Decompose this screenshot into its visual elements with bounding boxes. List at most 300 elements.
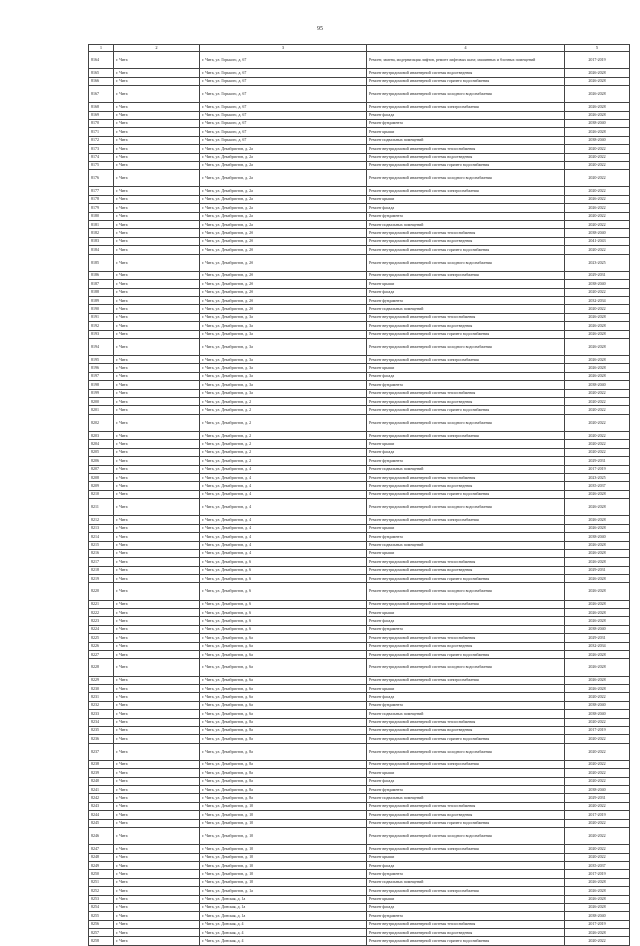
table-row xyxy=(89,356,630,364)
cell-city: г. Чита xyxy=(114,760,200,768)
cell-address: г. Чита, ул. Декабристов, д. 4 xyxy=(200,490,367,498)
cell-address: г. Чита, ул. Декабристов, д. 2 xyxy=(200,457,367,465)
cell-city: г. Чита xyxy=(114,381,200,389)
cell-city: г. Чита xyxy=(114,937,200,945)
cell-row-number: 8190 xyxy=(89,305,114,313)
cell-work-type: Ремонт внутридомовой инженерной системы холодного водоснабжения xyxy=(367,659,565,676)
cell-city: г. Чита xyxy=(114,524,200,532)
cell-city: г. Чита xyxy=(114,364,200,372)
cell-address: г. Чита, ул. Горького, д. 67 xyxy=(200,136,367,144)
cell-work-type: Ремонт внутридомовой инженерной системы электроснабжения xyxy=(367,432,565,440)
cell-period: 2038-2040 xyxy=(565,229,630,237)
cell-address: г. Чита, ул. Горького, д. 67 xyxy=(200,128,367,136)
cell-city: г. Чита xyxy=(114,187,200,195)
column-header-3: 3 xyxy=(200,45,367,52)
table-row xyxy=(89,364,630,372)
cell-city: г. Чита xyxy=(114,457,200,465)
cell-address: г. Чита, ул. Декабристов, д. 10 xyxy=(200,870,367,878)
cell-address: г. Чита, ул. Декабристов, д. 2а xyxy=(200,170,367,187)
cell-work-type: Ремонт фундамента xyxy=(367,381,565,389)
table-row xyxy=(89,204,630,212)
table-row xyxy=(89,625,630,633)
table-row xyxy=(89,558,630,566)
cell-work-type: Ремонт внутридомовой инженерной системы водоотведения xyxy=(367,398,565,406)
cell-address: г. Чита, ул. Декабристов, д. 2 xyxy=(200,398,367,406)
cell-row-number: 8176 xyxy=(89,170,114,187)
cell-address: г. Чита, ул. Декабристов, д. 4 xyxy=(200,465,367,473)
cell-city: г. Чита xyxy=(114,845,200,853)
cell-city: г. Чита xyxy=(114,229,200,237)
table-row xyxy=(89,128,630,136)
cell-work-type: Ремонт внутридомовой инженерной системы электроснабжения xyxy=(367,845,565,853)
cell-period: 2041-2043 xyxy=(565,237,630,245)
cell-address: г. Чита, ул. Декабристов, д. 2а xyxy=(200,204,367,212)
cell-address: г. Чита, ул. Декабристов, д. 10 xyxy=(200,811,367,819)
cell-address: г. Чита, ул. Декабристов, д. 3а xyxy=(200,372,367,380)
cell-work-type: Ремонт внутридомовой инженерной системы холодного водоснабжения xyxy=(367,254,565,271)
cell-address: г. Чита, ул. Декабристов, д. 6а xyxy=(200,710,367,718)
table-row xyxy=(89,659,630,676)
table-row xyxy=(89,819,630,827)
cell-address: г. Чита, ул. Декабристов, д. 8а xyxy=(200,794,367,802)
cell-address: г. Чита, ул. Декабристов, д. 6 xyxy=(200,566,367,574)
cell-work-type: Ремонт внутридомовой инженерной системы электроснабжения xyxy=(367,271,565,279)
cell-row-number: 8233 xyxy=(89,710,114,718)
cell-address: г. Чита, ул. Декабристов, д. 3а xyxy=(200,322,367,330)
cell-address: г. Чита, ул. Декабристов, д. 8а xyxy=(200,735,367,743)
cell-address: г. Чита, ул. Декабристов, д. 3а xyxy=(200,330,367,338)
cell-city: г. Чита xyxy=(114,161,200,169)
cell-city: г. Чита xyxy=(114,499,200,516)
cell-city: г. Чита xyxy=(114,103,200,111)
cell-city: г. Чита xyxy=(114,895,200,903)
cell-city: г. Чита xyxy=(114,77,200,85)
table-row xyxy=(89,887,630,895)
cell-city: г. Чита xyxy=(114,794,200,802)
table-row xyxy=(89,811,630,819)
cell-address: г. Чита, ул. Декабристов, д. 8а xyxy=(200,726,367,734)
cell-city: г. Чита xyxy=(114,288,200,296)
cell-period: 2026-2028 xyxy=(565,103,630,111)
cell-row-number: 8195 xyxy=(89,356,114,364)
cell-period: 2026-2028 xyxy=(565,499,630,516)
table-row xyxy=(89,313,630,321)
table-row xyxy=(89,895,630,903)
cell-city: г. Чита xyxy=(114,777,200,785)
cell-work-type: Ремонт фасада xyxy=(367,288,565,296)
table-row xyxy=(89,271,630,279)
cell-period: 2026-2028 xyxy=(565,600,630,608)
cell-work-type: Ремонт фундамента xyxy=(367,533,565,541)
cell-period: 2029-2031 xyxy=(565,457,630,465)
table-row xyxy=(89,322,630,330)
cell-row-number: 8193 xyxy=(89,330,114,338)
cell-row-number: 8204 xyxy=(89,440,114,448)
cell-work-type: Ремонт внутридомовой инженерной системы электроснабжения xyxy=(367,887,565,895)
cell-period: 2020-2022 xyxy=(565,187,630,195)
cell-city: г. Чита xyxy=(114,912,200,920)
cell-row-number: 8235 xyxy=(89,726,114,734)
cell-row-number: 8166 xyxy=(89,77,114,85)
cell-row-number: 8172 xyxy=(89,136,114,144)
cell-row-number: 8212 xyxy=(89,516,114,524)
cell-address: г. Чита, ул. Декабристов, д. 6 xyxy=(200,609,367,617)
cell-row-number: 8171 xyxy=(89,128,114,136)
cell-work-type: Ремонт крыши xyxy=(367,549,565,557)
table-row xyxy=(89,432,630,440)
cell-work-type: Ремонт фасада xyxy=(367,693,565,701)
cell-row-number: 8177 xyxy=(89,187,114,195)
cell-address: г. Чита, ул. Декабристов, д. 10 xyxy=(200,853,367,861)
cell-city: г. Чита xyxy=(114,659,200,676)
cell-city: г. Чита xyxy=(114,541,200,549)
cell-city: г. Чита xyxy=(114,204,200,212)
cell-city: г. Чита xyxy=(114,575,200,583)
cell-address: г. Чита, ул. Декабристов, д. 8а xyxy=(200,777,367,785)
cell-work-type: Ремонт внутридомовой инженерной системы холодного водоснабжения xyxy=(367,499,565,516)
cell-address: г. Чита, ул. Декабристов, д. 2а xyxy=(200,212,367,220)
table-row xyxy=(89,338,630,355)
cell-period: 2020-2022 xyxy=(565,760,630,768)
cell-work-type: Ремонт внутридомовой инженерной системы горячего водоснабжения xyxy=(367,735,565,743)
table-row xyxy=(89,617,630,625)
cell-row-number: 8232 xyxy=(89,701,114,709)
cell-row-number: 8252 xyxy=(89,887,114,895)
cell-city: г. Чита xyxy=(114,718,200,726)
cell-work-type: Ремонт подвальных помещений xyxy=(367,878,565,886)
table-row xyxy=(89,853,630,861)
cell-work-type: Ремонт внутридомовой инженерной системы холодного водоснабжения xyxy=(367,338,565,355)
cell-work-type: Ремонт фасада xyxy=(367,448,565,456)
cell-period: 2020-2022 xyxy=(565,161,630,169)
cell-city: г. Чита xyxy=(114,516,200,524)
cell-address: г. Чита, ул. Декабристов, д. 2а xyxy=(200,195,367,203)
cell-address: г. Чита, ул. Донская, д. 1а xyxy=(200,895,367,903)
cell-city: г. Чита xyxy=(114,52,200,69)
table-row xyxy=(89,187,630,195)
cell-work-type: Ремонт фасада xyxy=(367,204,565,212)
cell-period: 2020-2022 xyxy=(565,735,630,743)
table-row xyxy=(89,296,630,304)
cell-address: г. Чита, ул. Декабристов, д. 8а xyxy=(200,760,367,768)
cell-address: г. Чита, ул. Декабристов, д. 10 xyxy=(200,861,367,869)
cell-address: г. Чита, ул. Горького, д. 67 xyxy=(200,69,367,77)
cell-period: 2026-2028 xyxy=(565,313,630,321)
cell-period: 2020-2022 xyxy=(565,777,630,785)
cell-address: г. Чита, ул. Декабристов, д. 2 xyxy=(200,440,367,448)
cell-address: г. Чита, ул. Декабристов, д. 6а xyxy=(200,642,367,650)
cell-address: г. Чита, ул. Декабристов, д. 8а xyxy=(200,743,367,760)
table-row xyxy=(89,237,630,245)
cell-row-number: 8217 xyxy=(89,558,114,566)
cell-address: г. Чита, ул. Декабристов, д. 2 xyxy=(200,448,367,456)
cell-work-type: Ремонт внутридомовой инженерной системы горячего водоснабжения xyxy=(367,161,565,169)
table-row xyxy=(89,111,630,119)
cell-period: 2026-2028 xyxy=(565,887,630,895)
cell-period: 2020-2022 xyxy=(565,406,630,414)
table-row xyxy=(89,85,630,102)
cell-period: 2032-2034 xyxy=(565,642,630,650)
cell-address: г. Чита, ул. Декабристов, д. 2б xyxy=(200,246,367,254)
table-row xyxy=(89,760,630,768)
cell-address: г. Чита, ул. Декабристов, д. 10 xyxy=(200,878,367,886)
cell-period: 2023-2025 xyxy=(565,254,630,271)
cell-city: г. Чита xyxy=(114,271,200,279)
cell-row-number: 8220 xyxy=(89,583,114,600)
cell-address: г. Чита, ул. Донская, д. 1а xyxy=(200,912,367,920)
cell-city: г. Чита xyxy=(114,693,200,701)
cell-period: 2038-2040 xyxy=(565,710,630,718)
table-row xyxy=(89,566,630,574)
cell-address: г. Чита, ул. Декабристов, д. 6а xyxy=(200,676,367,684)
table-row xyxy=(89,136,630,144)
cell-row-number: 8210 xyxy=(89,490,114,498)
cell-row-number: 8221 xyxy=(89,600,114,608)
table-row xyxy=(89,398,630,406)
cell-period: 2029-2031 xyxy=(565,566,630,574)
cell-city: г. Чита xyxy=(114,246,200,254)
cell-city: г. Чита xyxy=(114,398,200,406)
cell-period: 2035-2037 xyxy=(565,861,630,869)
cell-city: г. Чита xyxy=(114,145,200,153)
cell-period: 2020-2022 xyxy=(565,305,630,313)
table-row xyxy=(89,861,630,869)
table-row xyxy=(89,457,630,465)
cell-address: г. Чита, ул. Декабристов, д. 6 xyxy=(200,617,367,625)
cell-city: г. Чита xyxy=(114,322,200,330)
table-row xyxy=(89,718,630,726)
column-header-1: 1 xyxy=(89,45,114,52)
table-row xyxy=(89,794,630,802)
cell-row-number: 8184 xyxy=(89,246,114,254)
cell-period: 2038-2040 xyxy=(565,912,630,920)
cell-period: 2026-2028 xyxy=(565,69,630,77)
table-row xyxy=(89,701,630,709)
table-header-row xyxy=(89,45,630,52)
cell-city: г. Чита xyxy=(114,558,200,566)
cell-work-type: Ремонт крыши xyxy=(367,769,565,777)
cell-work-type: Ремонт подвальных помещений xyxy=(367,465,565,473)
cell-period: 2026-2022 xyxy=(565,195,630,203)
table-row xyxy=(89,634,630,642)
cell-city: г. Чита xyxy=(114,743,200,760)
cell-work-type: Ремонт крыши xyxy=(367,853,565,861)
cell-city: г. Чита xyxy=(114,85,200,102)
cell-row-number: 8179 xyxy=(89,204,114,212)
cell-work-type: Ремонт внутридомовой инженерной системы водоотведения xyxy=(367,237,565,245)
table-row xyxy=(89,845,630,853)
cell-row-number: 8168 xyxy=(89,103,114,111)
table-row xyxy=(89,280,630,288)
table-row xyxy=(89,726,630,734)
cell-row-number: 8205 xyxy=(89,448,114,456)
table-row xyxy=(89,583,630,600)
cell-address: г. Чита, ул. Декабристов, д. 10 xyxy=(200,828,367,845)
cell-row-number: 8197 xyxy=(89,372,114,380)
table-row xyxy=(89,929,630,937)
cell-work-type: Ремонт внутридомовой инженерной системы холодного водоснабжения xyxy=(367,743,565,760)
table-row xyxy=(89,777,630,785)
cell-work-type: Ремонт внутридомовой инженерной системы электроснабжения xyxy=(367,600,565,608)
cell-row-number: 8192 xyxy=(89,322,114,330)
cell-city: г. Чита xyxy=(114,490,200,498)
cell-row-number: 8196 xyxy=(89,364,114,372)
cell-period: 2026-2028 xyxy=(565,583,630,600)
cell-row-number: 8213 xyxy=(89,524,114,532)
cell-work-type: Ремонт, замена, модернизация лифтов, ремонт лифтовых шахт, машинных и блочных помещений xyxy=(367,52,565,69)
cell-row-number: 8215 xyxy=(89,541,114,549)
cell-address: г. Чита, ул. Горького, д. 67 xyxy=(200,52,367,69)
cell-row-number: 8247 xyxy=(89,845,114,853)
cell-period: 2020-2022 xyxy=(565,170,630,187)
table-row xyxy=(89,516,630,524)
cell-period: 2020-2022 xyxy=(565,448,630,456)
cell-city: г. Чита xyxy=(114,887,200,895)
cell-address: г. Чита, ул. Декабристов, д. 3а xyxy=(200,364,367,372)
cell-row-number: 8169 xyxy=(89,111,114,119)
cell-period: 2020-2022 xyxy=(565,389,630,397)
cell-period: 2038-2040 xyxy=(565,625,630,633)
cell-work-type: Ремонт крыши xyxy=(367,684,565,692)
cell-address: г. Чита, ул. Декабристов, д. 2б xyxy=(200,305,367,313)
cell-row-number: 8240 xyxy=(89,777,114,785)
cell-work-type: Ремонт фундамента xyxy=(367,212,565,220)
cell-period: 2026-2028 xyxy=(565,650,630,658)
cell-row-number: 8186 xyxy=(89,271,114,279)
cell-row-number: 8178 xyxy=(89,195,114,203)
cell-period: 2020-2022 xyxy=(565,432,630,440)
cell-row-number: 8222 xyxy=(89,609,114,617)
cell-period: 2026-2028 xyxy=(565,330,630,338)
cell-row-number: 8243 xyxy=(89,802,114,810)
cell-work-type: Ремонт фундамента xyxy=(367,457,565,465)
cell-period: 2020-2022 xyxy=(565,212,630,220)
cell-work-type: Ремонт крыши xyxy=(367,895,565,903)
cell-row-number: 8183 xyxy=(89,237,114,245)
cell-row-number: 8253 xyxy=(89,895,114,903)
column-header-2: 2 xyxy=(114,45,200,52)
cell-row-number: 8198 xyxy=(89,381,114,389)
cell-work-type: Ремонт фундамента xyxy=(367,625,565,633)
cell-work-type: Ремонт подвальных помещений xyxy=(367,221,565,229)
cell-city: г. Чита xyxy=(114,153,200,161)
cell-city: г. Чита xyxy=(114,305,200,313)
cell-address: г. Чита, ул. Декабристов, д. 6 xyxy=(200,625,367,633)
cell-city: г. Чита xyxy=(114,769,200,777)
cell-period: 2020-2022 xyxy=(565,145,630,153)
table-row xyxy=(89,676,630,684)
cell-city: г. Чита xyxy=(114,221,200,229)
cell-row-number: 8199 xyxy=(89,389,114,397)
cell-city: г. Чита xyxy=(114,903,200,911)
cell-city: г. Чита xyxy=(114,853,200,861)
cell-period: 2017-2019 xyxy=(565,920,630,928)
cell-address: г. Чита, ул. Декабристов, д. 6а xyxy=(200,693,367,701)
cell-row-number: 8236 xyxy=(89,735,114,743)
table-row xyxy=(89,533,630,541)
table-row xyxy=(89,482,630,490)
table-row xyxy=(89,642,630,650)
cell-city: г. Чита xyxy=(114,356,200,364)
cell-address: г. Чита, ул. Декабристов, д. 2б xyxy=(200,229,367,237)
table-row xyxy=(89,575,630,583)
cell-period: 2038-2040 xyxy=(565,786,630,794)
cell-city: г. Чита xyxy=(114,861,200,869)
cell-city: г. Чита xyxy=(114,237,200,245)
cell-city: г. Чита xyxy=(114,119,200,127)
table-row xyxy=(89,870,630,878)
cell-city: г. Чита xyxy=(114,448,200,456)
table-row xyxy=(89,414,630,431)
cell-city: г. Чита xyxy=(114,533,200,541)
cell-row-number: 8246 xyxy=(89,828,114,845)
cell-row-number: 8248 xyxy=(89,853,114,861)
cell-work-type: Ремонт фундамента xyxy=(367,870,565,878)
table-row xyxy=(89,212,630,220)
cell-row-number: 8241 xyxy=(89,786,114,794)
cell-work-type: Ремонт внутридомовой инженерной системы горячего водоснабжения xyxy=(367,650,565,658)
cell-work-type: Ремонт фундамента xyxy=(367,119,565,127)
table-row xyxy=(89,693,630,701)
cell-address: г. Чита, ул. Декабристов, д. 3а xyxy=(200,389,367,397)
cell-row-number: 8167 xyxy=(89,85,114,102)
cell-work-type: Ремонт крыши xyxy=(367,280,565,288)
table-row xyxy=(89,246,630,254)
cell-work-type: Ремонт внутридомовой инженерной системы водоотведения xyxy=(367,153,565,161)
cell-work-type: Ремонт фасада xyxy=(367,617,565,625)
cell-work-type: Ремонт внутридомовой инженерной системы водоотведения xyxy=(367,929,565,937)
cell-city: г. Чита xyxy=(114,870,200,878)
cell-work-type: Ремонт внутридомовой инженерной системы горячего водоснабжения xyxy=(367,246,565,254)
column-header-5: 5 xyxy=(565,45,630,52)
cell-city: г. Чита xyxy=(114,473,200,481)
table-row xyxy=(89,69,630,77)
cell-period: 2038-2040 xyxy=(565,533,630,541)
cell-work-type: Ремонт внутридомовой инженерной системы водоотведения xyxy=(367,566,565,574)
cell-city: г. Чита xyxy=(114,280,200,288)
cell-period: 2026-2028 xyxy=(565,85,630,102)
cell-period: 2038-2040 xyxy=(565,136,630,144)
cell-address: г. Чита, ул. Донская, д. 4 xyxy=(200,929,367,937)
cell-period: 2038-2040 xyxy=(565,119,630,127)
table-row xyxy=(89,330,630,338)
table-row xyxy=(89,650,630,658)
table-row xyxy=(89,103,630,111)
cell-row-number: 8206 xyxy=(89,457,114,465)
cell-city: г. Чита xyxy=(114,710,200,718)
cell-row-number: 8209 xyxy=(89,482,114,490)
cell-address: г. Чита, ул. Декабристов, д. 3а xyxy=(200,338,367,355)
cell-period: 2026-2028 xyxy=(565,903,630,911)
cell-address: г. Чита, ул. Декабристов, д. 2а xyxy=(200,153,367,161)
cell-row-number: 8203 xyxy=(89,432,114,440)
cell-row-number: 8255 xyxy=(89,912,114,920)
cell-period: 2020-2022 xyxy=(565,937,630,945)
cell-work-type: Ремонт внутридомовой инженерной системы теплоснабжения xyxy=(367,558,565,566)
cell-work-type: Ремонт внутридомовой инженерной системы теплоснабжения xyxy=(367,313,565,321)
table-row xyxy=(89,609,630,617)
cell-city: г. Чита xyxy=(114,726,200,734)
cell-period: 2017-2019 xyxy=(565,870,630,878)
table-row xyxy=(89,372,630,380)
cell-period: 2026-2028 xyxy=(565,372,630,380)
cell-period: 2026-2028 xyxy=(565,364,630,372)
cell-period: 2026-2028 xyxy=(565,541,630,549)
cell-address: г. Чита, ул. Декабристов, д. 2а xyxy=(200,161,367,169)
table-row xyxy=(89,221,630,229)
cell-work-type: Ремонт фундамента xyxy=(367,912,565,920)
cell-row-number: 8223 xyxy=(89,617,114,625)
